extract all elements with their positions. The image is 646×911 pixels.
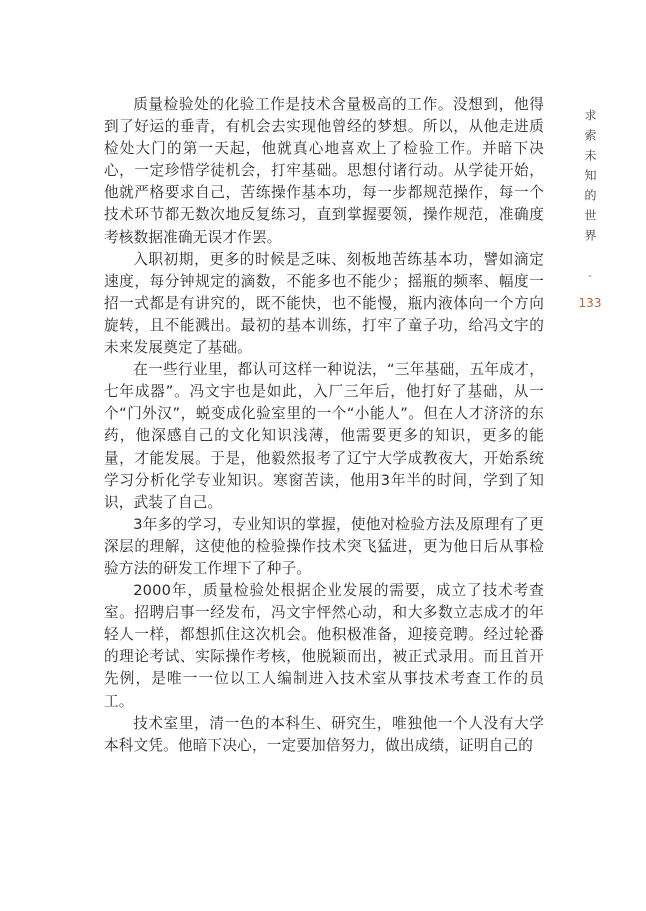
paragraph-2: 入职初期，更多的时候是乏味、刻板地苦练基本功，譬如滴定速度，每分钟规定的滴数，不能多也不能少；摇瓶的频率、幅度一招一式都是有讲究的，既不能快，也不能慢，瓶内液体向一个方向旋转，且不能溅出。最初的基本训练，打牢了童子功，给冯文宇的未来发展奠定了基础。 bbox=[104, 250, 544, 357]
paragraph-1: 质量检验处的化验工作是技术含量极高的工作。没想到，他得到了好运的垂青，有机会去实现他曾经的梦想。所以，从他走进质检处大门的第一天起，他就真心地喜欢上了检验工作。并暗下决心，一定珍惜学徒机会，打牢基础。思想付诸行动。从学徒开始，他就严格要求自己，苦练操作基本功，每一步都规范操作，每一个技术环节都无数次地反复练习，直到掌握要领，操作规范，准确度考核数据准确无误才作罢。 bbox=[104, 96, 544, 246]
paragraph-3: 在一些行业里，都认可这样一种说法，“三年基础，五年成才，七年成器”。冯文宇也是如此，入厂三年后，他打好了基础，从一个“门外汉”，蜕变成化验室里的一个“小能人”。但在人才济济的东药，他深感自己的文化知识浅薄，他需要更多的知识，更多的能量，才能发展。于是，他毅然报考了辽宁大学成教夜大，开始系统学习分析化学专业知识。寒窗苦读，他用3年半的时间，学到了知识，武装了自己。 bbox=[104, 361, 544, 511]
running-head-sidebar bbox=[578, 94, 602, 310]
page-number: 133 bbox=[578, 296, 602, 310]
running-title: 求索未知的世界 bbox=[583, 109, 597, 249]
paragraph-4: 3年多的学习，专业知识的掌握，使他对检验方法及原理有了更深层的理解，这使他的检验操作技术突飞猛进，更为他日后从事检验方法的研发工作埋下了种子。 bbox=[104, 515, 544, 577]
paragraph-5: 2000年，质量检验处根据企业发展的需要，成立了技术考查室。招聘启事一经发布，冯文宇怦然心动，和大多数立志成才的年轻人一样，都想抓住这次机会。他积极准备，迎接竞聘。经过轮番的理论考试、实际操作考核，他脱颖而出，被正式录用。而且首开先例，是唯一一位以工人编制进入技术室从事技术考查工作的员工。 bbox=[104, 582, 544, 710]
body-text bbox=[104, 94, 544, 757]
running-title-divider: - bbox=[588, 269, 592, 282]
paragraph-6: 技术室里，清一色的本科生、研究生，唯独他一个人没有大学本科文凭。他暗下决心，一定要加倍努力，做出成绩，证明自己的 bbox=[104, 714, 544, 754]
